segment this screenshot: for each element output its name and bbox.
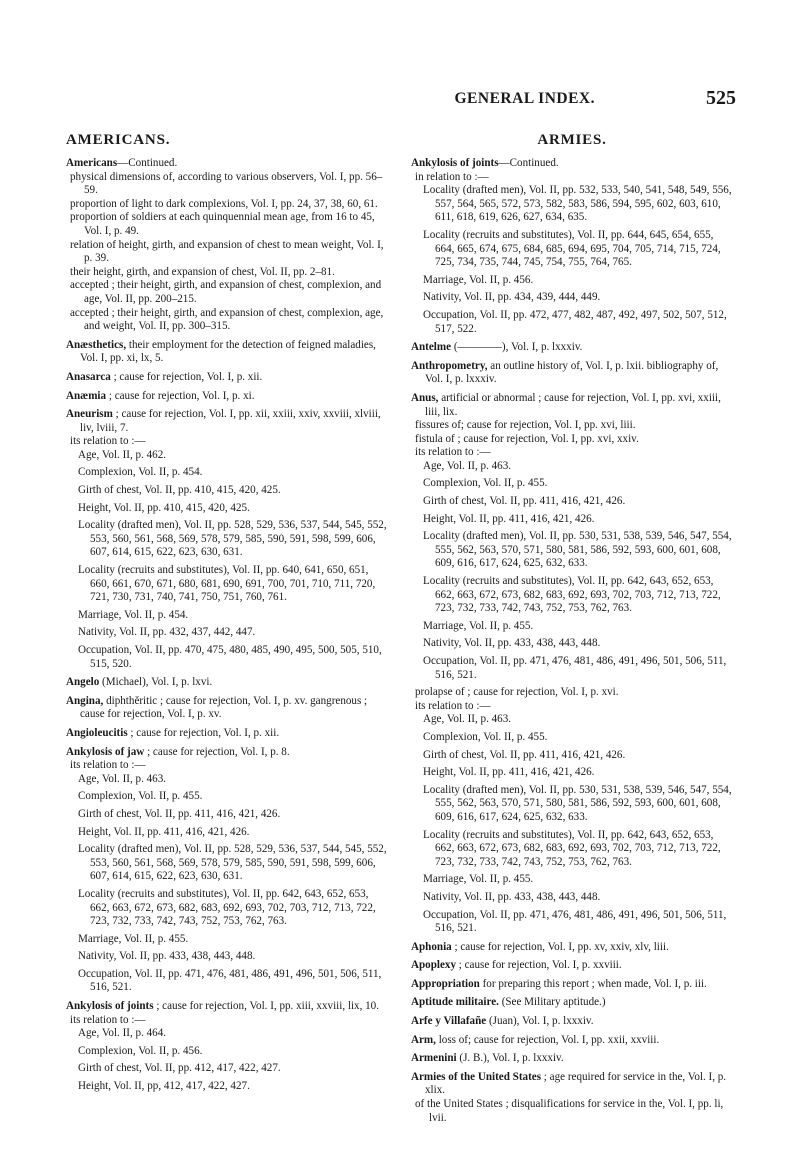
index-entry xyxy=(66,843,388,884)
index-entry xyxy=(66,157,388,171)
entry-text: ; cause for rejection, Vol. I, p. 8. xyxy=(144,745,290,758)
entry-text: Nativity, Vol. II, pp. 433, 438, 443, 448. xyxy=(423,890,601,903)
entry-text: diphthěritic ; cause for rejection, Vol. I, p. xv. gangrenous ; cause for rejection, Vol. I, p. xv. xyxy=(80,694,368,721)
entry-text: artificial or abnormal ; cause for rejection, Vol. I, pp. xvi, xxiii, liii, lix. xyxy=(425,391,721,418)
entry-text: (Juan), Vol. I, p. lxxxiv. xyxy=(486,1015,594,1028)
index-entry xyxy=(411,291,733,305)
index-entry xyxy=(66,390,388,404)
entry-text: Locality (drafted men), Vol. II, pp. 528, 529, 536, 537, 544, 545, 552, 553, 560, 561, 568, 569, 578, 579, 585, 590, 591, 598, 599, 606, 607, 614, 615, 622, 623, 630, 631. xyxy=(78,843,387,883)
entry-heading: Anæsthetics, xyxy=(66,338,127,351)
entry-text: Complexion, Vol. II, p. 456. xyxy=(78,1044,203,1057)
index-entry xyxy=(66,808,388,822)
running-title: GENERAL INDEX. xyxy=(454,90,595,107)
entry-text: Age, Vol. II, p. 462. xyxy=(78,448,167,461)
entry-heading: Anæmia xyxy=(66,389,107,402)
entry-text: Girth of chest, Vol. II, pp. 410, 415, 420, 425. xyxy=(78,484,281,497)
index-entry xyxy=(411,620,733,634)
entry-text: fissures of; cause for rejection, Vol. I, pp. xvi, liii. xyxy=(415,419,636,432)
index-entry xyxy=(411,749,733,763)
entry-text: proportion of light to dark complexions, Vol. I, pp. 24, 37, 38, 60, 61. xyxy=(70,197,378,210)
index-entry xyxy=(66,239,388,266)
index-entry xyxy=(66,933,388,947)
entry-text: Locality (recruits and substitutes), Vol. II, pp. 644, 645, 654, 655, 664, 665, 674, 675, 684, 685, 694, 695, 704, 705, 714, 715, 724, 725, 734, 735, 744, 745, 754, 755, 764, 765. xyxy=(423,228,721,269)
index-entry xyxy=(411,978,733,992)
entry-text: fistula of ; cause for rejection, Vol. I, pp. xvi, xxiv. xyxy=(415,432,639,445)
index-entry xyxy=(66,519,388,560)
index-entry xyxy=(66,644,388,671)
index-entry xyxy=(66,1027,388,1041)
entry-text: Height, Vol. II, pp, 412, 417, 422, 427. xyxy=(78,1080,250,1093)
entry-text: Locality (drafted men), Vol. II, pp. 530, 531, 538, 539, 546, 547, 554, 555, 562, 563, 570, 571, 580, 581, 586, 592, 593, 600, 601, 608, 609, 616, 617, 624, 625, 632, 633. xyxy=(423,783,732,823)
index-entry xyxy=(411,713,733,727)
entry-text: Height, Vol. II, pp. 411, 416, 421, 426. xyxy=(78,825,250,838)
entry-text: Locality (drafted men), Vol. II, pp. 532, 533, 540, 541, 548, 549, 556, 557, 564, 565, 572, 573, 582, 583, 586, 594, 595, 602, 603, 610, 611, 618, 619, 626, 627, 634, 635. xyxy=(423,184,732,224)
entry-text: their employment for the detection of feigned maladies, Vol. I, pp. xi, lx, 5. xyxy=(80,338,376,365)
index-entry xyxy=(411,1052,733,1066)
entry-text: Age, Vol. II, p. 463. xyxy=(423,713,512,726)
index-entry xyxy=(411,392,733,419)
entry-heading: Angelo xyxy=(66,676,100,689)
entry-text: Marriage, Vol. II, p. 455. xyxy=(423,873,534,886)
entry-text: Nativity, Vol. II, pp. 433, 438, 443, 448. xyxy=(423,637,601,650)
index-entry xyxy=(66,466,388,480)
index-entry xyxy=(66,339,388,366)
entry-heading: Ankylosis of jaw xyxy=(66,745,145,758)
index-entry xyxy=(66,171,388,198)
page-number: 525 xyxy=(706,87,736,109)
index-entry xyxy=(411,460,733,474)
entry-text: Marriage, Vol. II, p. 455. xyxy=(423,619,534,632)
index-entry xyxy=(66,888,388,929)
entry-text: accepted ; their height, girth, and expansion of chest, complexion, and age, Vol. II, pp. 200–215. xyxy=(70,279,382,305)
left-column xyxy=(66,132,388,1098)
index-entry xyxy=(66,727,388,741)
entry-text: of the United States ; disqualifications for service in the, Vol. I, pp. li, lvii. xyxy=(415,1098,724,1124)
entry-heading: Aneurism xyxy=(66,408,113,421)
index-entry xyxy=(66,950,388,964)
index-entry xyxy=(66,449,388,463)
entry-text: Height, Vol. II, pp. 410, 415, 420, 425. xyxy=(78,501,250,514)
index-entry xyxy=(66,307,388,334)
index-entry xyxy=(411,731,733,745)
index-entry xyxy=(411,891,733,905)
index-entry xyxy=(411,655,733,682)
entry-text: Locality (recruits and substitutes), Vol. II, pp. 640, 641, 650, 651, 660, 661, 670, 671, 680, 681, 690, 691, 700, 701, 710, 711, 720, 721, 730, 731, 740, 741, 750, 751, 760, 761. xyxy=(78,564,376,604)
entry-heading: Angina, xyxy=(66,694,104,707)
entry-text: its relation to :— xyxy=(415,446,491,459)
index-entry xyxy=(411,274,733,288)
entry-text: —Continued. xyxy=(117,157,178,169)
entry-text: Marriage, Vol. II, p. 454. xyxy=(78,608,189,621)
left-column-head: AMERICANS. xyxy=(66,132,171,148)
entry-text: Marriage, Vol. II, p. 455. xyxy=(78,932,189,945)
entry-text: Height, Vol. II, pp. 411, 416, 421, 426. xyxy=(423,766,595,779)
entry-text: (J. B.), Vol. I, p. lxxxiv. xyxy=(456,1052,564,1065)
index-entry xyxy=(66,609,388,623)
entry-text: Girth of chest, Vol. II, pp. 411, 416, 421, 426. xyxy=(423,748,626,761)
entry-text: ; cause for rejection, Vol. I, p. xii. xyxy=(110,370,263,383)
index-entry xyxy=(411,1098,733,1125)
entry-text: ; cause for rejection, Vol. I, p. xxviii. xyxy=(456,959,622,972)
entry-heading: Americans xyxy=(66,157,118,169)
index-entry xyxy=(411,419,733,433)
index-entry xyxy=(66,211,388,238)
entry-text: Girth of chest, Vol. II, pp. 411, 416, 421, 426. xyxy=(78,807,281,820)
entry-heading: Angioleucitis xyxy=(66,726,128,739)
entry-text: Occupation, Vol. II, pp. 471, 476, 481, 486, 491, 496, 501, 506, 511, 516, 521. xyxy=(423,908,727,935)
entry-text: Height, Vol. II, pp. 411, 416, 421, 426. xyxy=(423,512,595,525)
index-entry xyxy=(66,198,388,212)
entry-text: Occupation, Vol. II, pp. 470, 475, 480, 485, 490, 495, 500, 505, 510, 515, 520. xyxy=(78,644,382,670)
index-entry xyxy=(411,1071,733,1098)
right-entries xyxy=(411,157,733,1125)
index-entry xyxy=(66,1062,388,1076)
entry-text: loss of; cause for rejection, Vol. I, pp. xxii, xxviii. xyxy=(435,1033,660,1046)
index-entry xyxy=(66,826,388,840)
entry-text: Locality (recruits and substitutes), Vol. II, pp. 642, 643, 652, 653, 662, 663, 672, 673, 682, 683, 692, 693, 702, 703, 712, 713, 722, 723, 732, 733, 742, 743, 752, 753, 762, 763. xyxy=(78,887,376,928)
index-entry xyxy=(411,477,733,491)
index-entry xyxy=(411,784,733,825)
index-entry xyxy=(411,1015,733,1029)
index-entry xyxy=(411,433,733,447)
index-entry xyxy=(411,157,733,171)
entry-text: its relation to :— xyxy=(70,759,146,772)
index-entry xyxy=(66,502,388,516)
entry-heading: Ankylosis of joints xyxy=(411,157,499,169)
index-entry xyxy=(66,1045,388,1059)
entry-text: Girth of chest, Vol. II, pp. 412, 417, 422, 427. xyxy=(78,1062,281,1075)
entry-text: Complexion, Vol. II, p. 455. xyxy=(423,477,548,490)
entry-text: its relation to :— xyxy=(70,1013,146,1026)
index-entry xyxy=(411,530,733,571)
index-entry xyxy=(411,184,733,225)
entry-text: ; cause for rejection, Vol. I, pp. xii, xxiii, xxiv, xxviii, xlviii, liv, lviii, 7. xyxy=(80,408,381,434)
entry-heading: Ankylosis of joints xyxy=(66,1000,154,1013)
entry-heading: Armenini xyxy=(411,1052,457,1065)
index-entry xyxy=(411,495,733,509)
index-entry xyxy=(411,766,733,780)
left-entries xyxy=(66,157,388,1094)
index-entry xyxy=(411,575,733,616)
entry-text: Nativity, Vol. II, pp. 432, 437, 442, 447. xyxy=(78,626,256,639)
entry-text: Occupation, Vol. II, pp. 472, 477, 482, 487, 492, 497, 502, 507, 512, 517, 522. xyxy=(423,308,727,335)
entry-text: Occupation, Vol. II, pp. 471, 476, 481, 486, 491, 496, 501, 506, 511, 516, 521. xyxy=(78,967,382,994)
entry-text: prolapse of ; cause for rejection, Vol. I, p. xvi. xyxy=(415,686,619,699)
index-entry xyxy=(66,790,388,804)
index-entry xyxy=(66,484,388,498)
index-entry xyxy=(66,746,388,760)
index-entry xyxy=(411,686,733,700)
entry-text: Age, Vol. II, p. 463. xyxy=(78,772,167,785)
entry-text: Age, Vol. II, p. 464. xyxy=(78,1027,167,1040)
entry-text: Locality (drafted men), Vol. II, pp. 528, 529, 536, 537, 544, 545, 552, 553, 560, 561, 568, 569, 578, 579, 585, 590, 591, 598, 599, 606, 607, 614, 615, 622, 623, 630, 631. xyxy=(78,519,387,559)
index-entry xyxy=(66,968,388,995)
entry-heading: Aptitude militaire. xyxy=(411,996,499,1009)
index-entry xyxy=(66,1014,388,1028)
entry-text: in relation to :— xyxy=(415,170,489,183)
index-entry xyxy=(411,513,733,527)
entry-text: its relation to :— xyxy=(415,699,491,712)
running-head xyxy=(0,87,800,120)
entry-heading: Arm, xyxy=(411,1033,436,1046)
right-column xyxy=(411,132,733,1125)
entry-text: (Michael), Vol. I, p. lxvi. xyxy=(99,676,213,689)
entry-text: Nativity, Vol. II, pp. 434, 439, 444, 449. xyxy=(423,291,601,304)
index-entry xyxy=(66,371,388,385)
index-entry xyxy=(411,1034,733,1048)
index-entry xyxy=(66,266,388,280)
entry-text: Girth of chest, Vol. II, pp. 411, 416, 421, 426. xyxy=(423,495,626,508)
entry-text: Complexion, Vol. II, p. 455. xyxy=(78,790,203,803)
index-entry xyxy=(411,941,733,955)
entry-heading: Anus, xyxy=(411,391,439,404)
entry-text: Marriage, Vol. II, p. 456. xyxy=(423,273,534,286)
entry-text: their height, girth, and expansion of chest, Vol. II, pp. 2–81. xyxy=(70,265,335,278)
index-entry xyxy=(66,626,388,640)
entry-text: ; age required for service in the, Vol. I, p. xlix. xyxy=(425,1070,727,1097)
entry-text: Locality (recruits and substitutes), Vol. II, pp. 642, 643, 652, 653, 662, 663, 672, 673, 682, 683, 692, 693, 702, 703, 712, 713, 722, 723, 732, 733, 742, 743, 752, 753, 762, 763. xyxy=(423,828,721,868)
entry-text: its relation to :— xyxy=(70,435,146,448)
index-entry xyxy=(411,873,733,887)
entry-text: Occupation, Vol. II, pp. 471, 476, 481, 486, 491, 496, 501, 506, 511, 516, 521. xyxy=(423,655,727,681)
index-entry xyxy=(66,695,388,722)
index-entry xyxy=(411,829,733,870)
entry-heading: Antelme xyxy=(411,341,452,354)
index-entry xyxy=(411,171,733,185)
entry-text: Locality (drafted men), Vol. II, pp. 530, 531, 538, 539, 546, 547, 554, 555, 562, 563, 570, 571, 580, 581, 586, 592, 593, 600, 601, 608, 609, 616, 617, 624, 625, 632, 633. xyxy=(423,530,732,570)
index-entry xyxy=(66,408,388,435)
entry-heading: Aphonia xyxy=(411,940,452,953)
right-column-head: ARMIES. xyxy=(537,132,607,148)
index-entry xyxy=(411,700,733,714)
index-entry xyxy=(411,959,733,973)
entry-text: Nativity, Vol. II, pp. 433, 438, 443, 448. xyxy=(78,950,256,963)
entry-text: Age, Vol. II, p. 463. xyxy=(423,459,512,472)
index-entry xyxy=(411,909,733,936)
index-entry xyxy=(411,309,733,336)
entry-text: Complexion, Vol. II, p. 454. xyxy=(78,466,203,479)
index-entry xyxy=(66,279,388,306)
entry-heading: Anasarca xyxy=(66,370,111,383)
index-entry xyxy=(411,446,733,460)
entry-text: ; cause for rejection, Vol. I, pp. xiii, xxviii, lix, 10. xyxy=(153,1000,379,1013)
entry-heading: Appropriation xyxy=(411,977,480,990)
entry-text: Locality (recruits and substitutes), Vol. II, pp. 642, 643, 652, 653, 662, 663, 672, 673, 682, 683, 692, 693, 702, 703, 712, 713, 722, 723, 732, 733, 742, 743, 752, 753, 762, 763. xyxy=(423,575,721,615)
index-entry xyxy=(66,773,388,787)
index-entry xyxy=(411,229,733,270)
entry-heading: Anthropometry, xyxy=(411,359,488,372)
entry-text: an outline history of, Vol. I, p. lxii. bibliography of, Vol. I, p. lxxxiv. xyxy=(425,359,719,386)
index-entry xyxy=(411,360,733,387)
index-entry xyxy=(66,1000,388,1014)
entry-text: ; cause for rejection, Vol. I, pp. xv, xxiv, xlv, liii. xyxy=(451,940,669,953)
index-entry xyxy=(66,435,388,449)
index-entry xyxy=(66,1080,388,1094)
index-entry xyxy=(66,676,388,690)
entry-heading: Apoplexy xyxy=(411,959,456,972)
index-entry xyxy=(66,564,388,605)
entry-heading: Armies of the United States xyxy=(411,1070,542,1083)
entry-text: ; cause for rejection, Vol. I, p. xi. xyxy=(106,389,255,402)
entry-text: (————), Vol. I, p. lxxxiv. xyxy=(451,341,583,354)
entry-text: Complexion, Vol. II, p. 455. xyxy=(423,730,548,743)
entry-text: proportion of soldiers at each quinquennial mean age, from 16 to 45, Vol. I, p. 49. xyxy=(70,211,375,237)
entry-heading: Arfe y Villafañe xyxy=(411,1015,487,1028)
entry-text: accepted ; their height, girth, and expansion of chest, complexion, age, and weight, Vol. II, pp. 300–315. xyxy=(70,306,384,333)
entry-text: (See Military aptitude.) xyxy=(498,996,606,1009)
index-entry xyxy=(411,996,733,1010)
index-entry xyxy=(411,341,733,355)
entry-text: ; cause for rejection, Vol. I, p. xii. xyxy=(127,726,280,739)
entry-text: relation of height, girth, and expansion of chest to mean weight, Vol. I, p. 39. xyxy=(70,238,384,265)
entry-text: for preparing this report ; when made, Vol. I, p. iii. xyxy=(479,977,707,990)
index-entry xyxy=(411,637,733,651)
entry-text: physical dimensions of, according to various observers, Vol. I, pp. 56–59. xyxy=(70,170,383,197)
entry-text: —Continued. xyxy=(498,157,559,169)
index-entry xyxy=(66,759,388,773)
